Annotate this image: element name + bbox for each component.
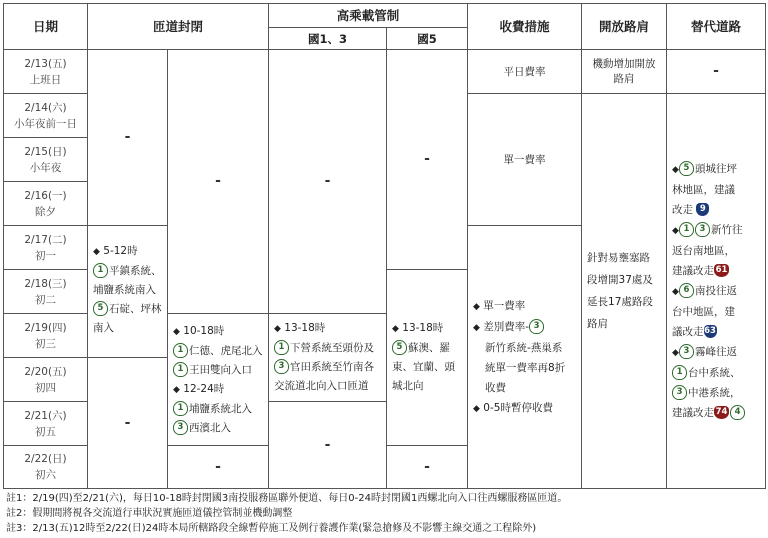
toll-weekday-text: 平日費率 [503, 65, 546, 78]
national-freeway-shield-icon: 3 [529, 319, 544, 334]
date-label: 初二 [35, 293, 56, 306]
hov13-time [274, 319, 382, 339]
national-freeway-shield-icon: 1 [679, 222, 694, 237]
dash: - [215, 458, 221, 475]
shoulder-main-line: 路肩 [587, 318, 609, 330]
hov-n1-3-afternoon [269, 314, 387, 402]
alt-text: 頭城往坪 [694, 163, 737, 175]
toll-line: 統單一費率再8折 [485, 361, 566, 374]
alt-route-a [672, 159, 761, 220]
toll-line: 收費 [485, 381, 507, 394]
hov13-line [274, 339, 382, 358]
date-label: 除夕 [35, 205, 56, 218]
date-label: 初四 [35, 381, 56, 394]
date-value: 2/19(四) [24, 321, 67, 334]
date-cell [4, 402, 88, 446]
national-freeway-shield-icon: 3 [274, 359, 289, 374]
ramp-text: 石碇、坪林 [109, 303, 162, 315]
ramp-closure-none-4 [168, 446, 269, 489]
diamond-bullet-icon: ◆ [173, 326, 180, 337]
shoulder-machine-text: 機動增加開放路肩 [592, 57, 656, 85]
toll-single [468, 94, 582, 226]
national-freeway-shield-icon: 1 [173, 362, 188, 377]
date-label: 初三 [35, 337, 56, 350]
toll-text: 單一費率 [483, 299, 526, 312]
national-freeway-shield-icon: 4 [730, 405, 745, 420]
date-value: 2/21(六) [24, 409, 67, 422]
hov13-line [274, 358, 382, 377]
date-label: 小年夜前一日 [14, 117, 77, 130]
footnote-2: 註2：假期間將視各交流道行車狀況實施匝道儀控管制並機動調整 [6, 508, 293, 519]
national-freeway-shield-icon: 5 [93, 301, 108, 316]
date-value: 2/14(六) [24, 101, 67, 114]
date-value: 2/20(五) [24, 365, 67, 378]
ramp-line [173, 342, 264, 361]
alt-text: 改走 [672, 204, 694, 216]
hov-n5-none [387, 50, 468, 270]
ramp-closure-morning [88, 226, 168, 358]
national-freeway-shield-icon: 6 [679, 283, 694, 298]
national-freeway-shield-icon: 1 [173, 401, 188, 416]
header-toll: 收費措施 [468, 4, 582, 50]
date-cell [4, 138, 88, 182]
hov5-line: 城北向 [392, 380, 424, 392]
dash: - [324, 436, 331, 453]
ramp-text: 埔鹽系統北入 [189, 402, 252, 415]
national-freeway-shield-icon: 3 [679, 344, 694, 359]
header-hov-n1-3: 國1、3 [269, 28, 387, 50]
header-date: 日期 [4, 4, 88, 50]
shoulder-main-line: 段增開37處及 [587, 274, 653, 286]
alt-text: 霧峰往返 [694, 346, 737, 358]
hov-n1-3-none [269, 50, 387, 314]
diamond-bullet-icon: ◆ [93, 247, 100, 257]
alt-text: 新竹往 [710, 224, 743, 236]
diamond-bullet-icon: ◆ [672, 165, 679, 175]
date-value: 2/16(一) [24, 189, 67, 202]
national-freeway-shield-icon: 3 [695, 222, 710, 237]
ramp-time-text: 5-12時 [103, 245, 138, 257]
ramp-line [173, 419, 264, 438]
provincial-expressway-shield-icon: 74 [715, 407, 728, 417]
alt-text: 中港系統， [688, 387, 741, 399]
ramp-line [93, 300, 163, 319]
ramp-closure-none-2 [168, 50, 269, 314]
national-freeway-shield-icon: 1 [93, 263, 108, 278]
national-freeway-shield-icon: 1 [672, 365, 687, 380]
date-cell [4, 358, 88, 402]
date-value: 2/22(日) [24, 453, 67, 465]
national-freeway-shield-icon: 5 [392, 340, 407, 355]
alt-route-b [672, 220, 761, 281]
alt-text: 返台南地區， [672, 245, 736, 257]
date-value: 2/13(五) [24, 57, 67, 70]
ramp-text: 西濱北入 [189, 421, 231, 434]
ramp-line: 南入 [93, 322, 114, 334]
footnote-1: 註1：2/19(四)至2/21(六)，每日10-18時封閉國3南投服務區聯外便道、每日0-24時封閉國1西螺北向入口往西螺服務區匝道。 [6, 493, 568, 504]
hov5-time [392, 319, 463, 339]
ramp-line [173, 400, 264, 419]
alt-text: 建議改走 [672, 407, 715, 419]
ramp-line [93, 262, 163, 281]
ramp-time [173, 322, 264, 342]
toll-text: 0-5時暫停收費 [483, 401, 553, 414]
dash: - [424, 458, 430, 475]
national-freeway-shield-icon: 1 [173, 343, 188, 358]
diamond-bullet-icon: ◆ [473, 322, 480, 333]
diamond-bullet-icon: ◆ [173, 384, 180, 395]
date-value: 2/17(二) [24, 233, 67, 246]
dash: - [124, 129, 131, 145]
alt-text: 議改走 [672, 326, 704, 338]
date-cell [4, 226, 88, 270]
header-alt-route: 替代道路 [667, 4, 766, 50]
date-label: 初一 [35, 249, 56, 262]
hov5-line: 東、宜蘭、頭 [392, 361, 456, 373]
date-label: 小年夜 [29, 161, 62, 174]
alt-text: 建議改走 [672, 265, 715, 277]
traffic-measures-table [3, 3, 766, 489]
ramp-time [173, 380, 264, 400]
hov5-time-text: 13-18時 [402, 322, 444, 334]
date-value: 2/15(日) [24, 145, 67, 158]
ramp-time [93, 242, 163, 262]
header-hov-n5: 國5 [387, 28, 468, 50]
toll-text: 差別費率- [483, 320, 530, 333]
ramp-line: 埔鹽系統南入 [93, 284, 156, 296]
hov-n1-3-none-2 [269, 402, 387, 489]
ramp-closure-none-3 [88, 358, 168, 489]
diamond-bullet-icon: ◆ [473, 403, 480, 414]
hov13-text: 下營系統至頭份及 [290, 342, 375, 354]
diamond-bullet-icon: ◆ [672, 287, 679, 297]
dash: - [215, 173, 221, 189]
dash: - [424, 151, 430, 167]
date-cell [4, 270, 88, 314]
alt-none [667, 50, 766, 94]
ramp-closure-daytime [168, 314, 269, 446]
date-cell [4, 182, 88, 226]
toll-item [473, 317, 577, 338]
ramp-time-text: 12-24時 [183, 382, 225, 395]
toll-holiday [468, 226, 582, 489]
ramp-closure-none-1 [88, 50, 168, 226]
hov13-text: 官田系統至竹南各 [290, 361, 375, 373]
hov-n5-afternoon [387, 270, 468, 446]
national-freeway-shield-icon: 3 [672, 385, 687, 400]
national-freeway-shield-icon: 3 [173, 420, 188, 435]
toll-weekday [468, 50, 582, 94]
date-label: 初六 [35, 469, 56, 481]
header-ramp-closure: 匝道封閉 [88, 4, 269, 50]
hov-n5-none-2 [387, 446, 468, 489]
dash: - [324, 173, 331, 189]
date-cell [4, 314, 88, 358]
ramp-text: 王田雙向入口 [189, 363, 252, 376]
alt-routes [667, 94, 766, 489]
hov5-line [392, 339, 463, 358]
alt-route-d [672, 342, 761, 423]
ramp-time-text: 10-18時 [183, 324, 225, 337]
ramp-text: 仁德、虎尾北入 [189, 344, 263, 357]
diamond-bullet-icon: ◆ [473, 301, 480, 312]
toll-single-text: 單一費率 [503, 153, 546, 166]
alt-text: 台中地區，建 [672, 306, 736, 318]
diamond-bullet-icon: ◆ [672, 226, 679, 236]
provincial-highway-shield-icon: 63 [704, 326, 716, 336]
date-value: 2/18(三) [24, 277, 67, 290]
alt-text: 南投往返 [694, 285, 737, 297]
date-cell [4, 94, 88, 138]
national-freeway-shield-icon: 1 [274, 340, 289, 355]
shoulder-main-line: 延長17處路段 [587, 296, 653, 308]
hov13-time-text: 13-18時 [284, 322, 326, 334]
header-shoulder: 開放路肩 [582, 4, 667, 50]
shoulder-machine [582, 50, 667, 94]
footnote-3: 註3：2/13(五)12時至2/22(日)24時本局所轄路段全線暫停施工及例行養護作業(緊急搶修及不影響主線交通之工程除外) [6, 523, 537, 534]
diamond-bullet-icon: ◆ [672, 348, 679, 358]
diamond-bullet-icon: ◆ [274, 324, 281, 334]
alt-text: 台中系統、 [688, 367, 741, 379]
alt-route-c [672, 281, 761, 342]
toll-item [473, 296, 577, 317]
date-cell [4, 446, 88, 489]
alt-text: 林地區，建議 [672, 184, 736, 196]
diamond-bullet-icon: ◆ [392, 324, 399, 334]
footnotes [6, 491, 762, 536]
date-cell [4, 50, 88, 94]
dash: - [713, 63, 719, 79]
toll-line: 新竹系統-燕巢系 [485, 341, 563, 354]
date-label: 上班日 [29, 73, 62, 86]
ramp-text: 平鎮系統、 [109, 265, 162, 277]
shoulder-main [582, 94, 667, 489]
ramp-line [173, 361, 264, 380]
dash: - [124, 414, 131, 431]
header-hov: 高乘載管制 [269, 4, 468, 28]
hov5-text: 蘇澳、羅 [408, 342, 451, 354]
provincial-highway-shield-icon: 9 [696, 203, 709, 216]
provincial-expressway-shield-icon: 61 [715, 265, 728, 275]
national-freeway-shield-icon: 5 [679, 161, 694, 176]
shoulder-main-line: 針對易壅塞路 [587, 252, 651, 264]
toll-item [473, 398, 577, 419]
hov13-line: 交流道北向入口匝道 [274, 380, 369, 392]
date-label: 初五 [35, 425, 56, 438]
